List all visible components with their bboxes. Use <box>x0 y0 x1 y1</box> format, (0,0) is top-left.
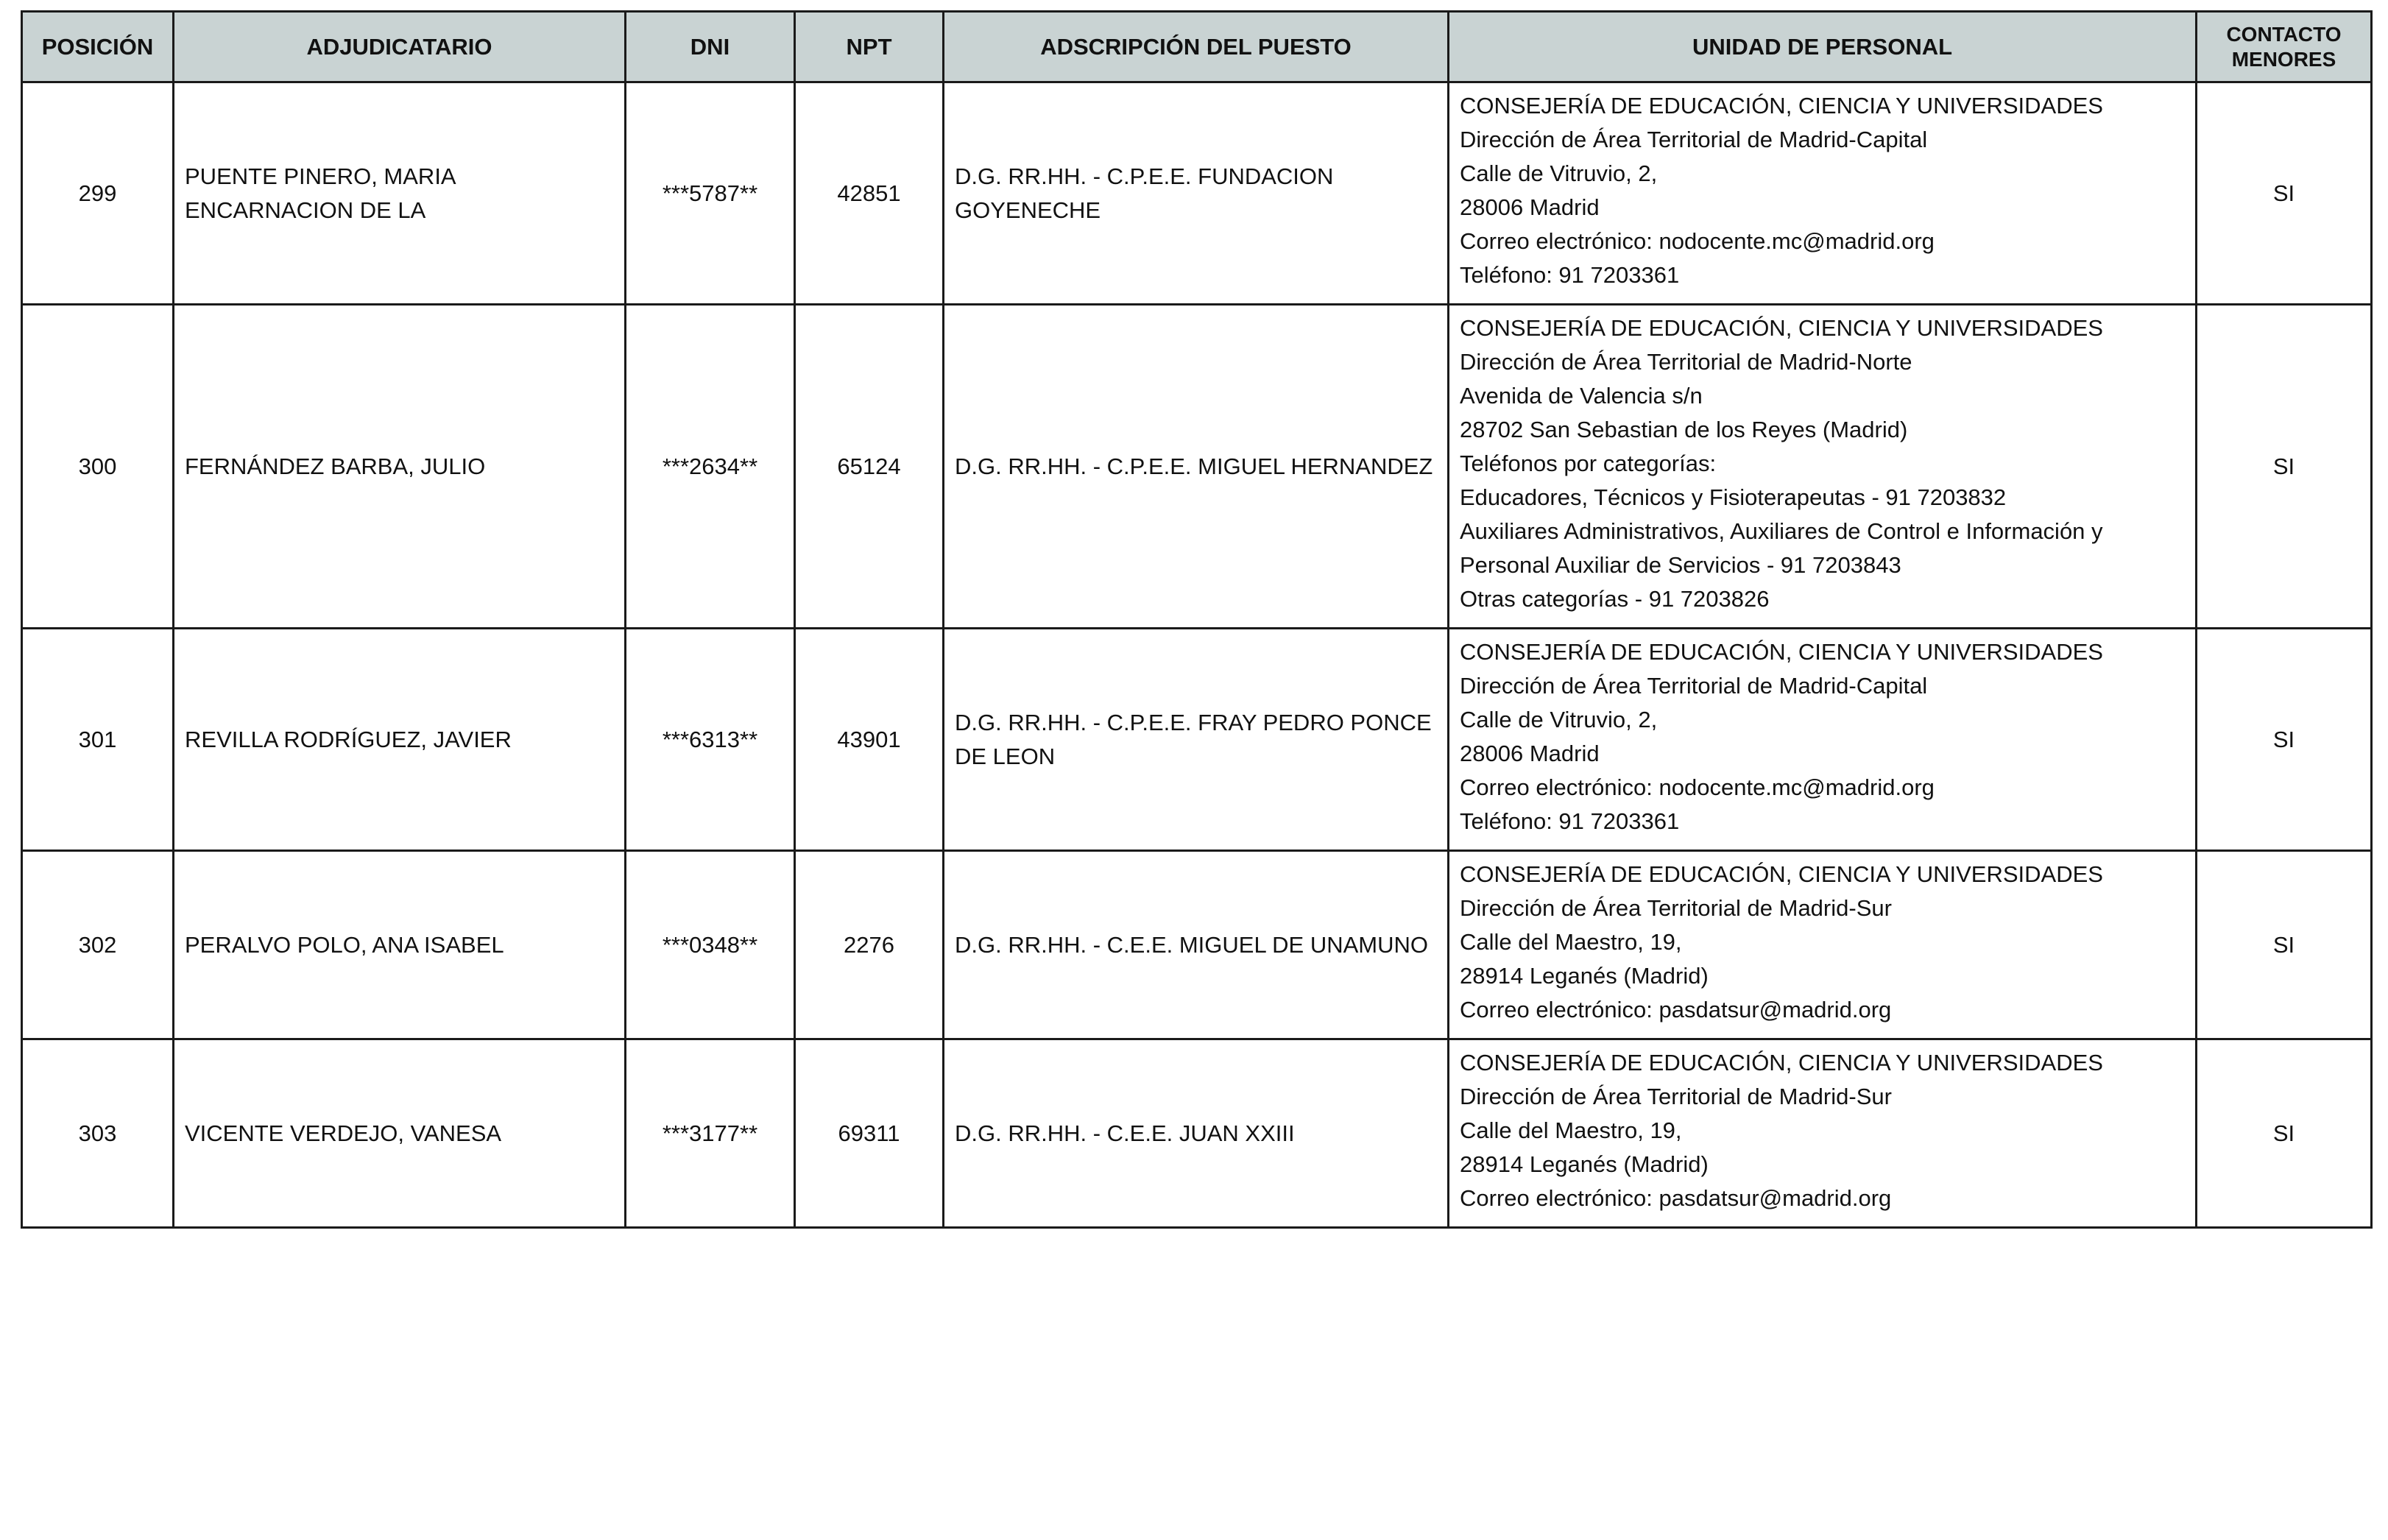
unidad-line: 28006 Madrid <box>1460 741 1600 766</box>
cell-unidad <box>1449 305 2197 629</box>
unidad-line: Calle de Vitruvio, 2, <box>1460 160 1658 186</box>
cell-contacto-menores: SI <box>2197 851 2372 1039</box>
unidad-line: Dirección de Área Territorial de Madrid-Capital <box>1460 673 1928 699</box>
cell-adscripcion: D.G. RR.HH. - C.E.E. MIGUEL DE UNAMUNO <box>944 851 1449 1039</box>
unidad-line: Calle del Maestro, 19, <box>1460 1117 1682 1143</box>
unidad-line: Dirección de Área Territorial de Madrid-Norte <box>1460 349 1912 375</box>
unidad-line: 28914 Leganés (Madrid) <box>1460 1151 1709 1177</box>
unidad-line: Auxiliares Administrativos, Auxiliares de Control e Información y <box>1460 518 2103 544</box>
cell-adjudicatario: REVILLA RODRÍGUEZ, JAVIER <box>174 629 626 851</box>
header-contacto-line2: MENORES <box>2231 47 2336 71</box>
cell-npt: 2276 <box>795 851 944 1039</box>
table-row <box>22 1039 2372 1228</box>
unidad-line: Dirección de Área Territorial de Madrid-Capital <box>1460 127 1928 152</box>
table-row <box>22 82 2372 305</box>
unidad-line: Personal Auxiliar de Servicios - 91 7203843 <box>1460 552 1901 578</box>
cell-contacto-menores: SI <box>2197 305 2372 629</box>
header-contacto-menores <box>2197 12 2372 82</box>
header-posicion: POSICIÓN <box>22 12 174 82</box>
cell-unidad <box>1449 851 2197 1039</box>
cell-npt: 69311 <box>795 1039 944 1228</box>
header-contacto-line1: CONTACTO <box>2226 22 2342 46</box>
cell-contacto-menores: SI <box>2197 629 2372 851</box>
cell-adscripcion: D.G. RR.HH. - C.P.E.E. FUNDACION GOYENECHE <box>944 82 1449 305</box>
unidad-line: Teléfono: 91 7203361 <box>1460 808 1680 834</box>
unidad-line: Dirección de Área Territorial de Madrid-Sur <box>1460 895 1892 921</box>
header-adscripcion: ADSCRIPCIÓN DEL PUESTO <box>944 12 1449 82</box>
cell-posicion: 303 <box>22 1039 174 1228</box>
cell-adjudicatario: FERNÁNDEZ BARBA, JULIO <box>174 305 626 629</box>
unidad-line: 28006 Madrid <box>1460 194 1600 220</box>
cell-adjudicatario: PERALVO POLO, ANA ISABEL <box>174 851 626 1039</box>
unidad-line: 28914 Leganés (Madrid) <box>1460 963 1709 989</box>
cell-dni: ***6313** <box>626 629 795 851</box>
adjudication-table <box>21 10 2373 1229</box>
unidad-line: CONSEJERÍA DE EDUCACIÓN, CIENCIA Y UNIVERSIDADES <box>1460 639 2103 665</box>
unidad-line: Dirección de Área Territorial de Madrid-Sur <box>1460 1084 1892 1109</box>
unidad-line: Calle del Maestro, 19, <box>1460 929 1682 955</box>
cell-npt: 42851 <box>795 82 944 305</box>
unidad-line: Correo electrónico: nodocente.mc@madrid.org <box>1460 228 1935 254</box>
unidad-line: Correo electrónico: nodocente.mc@madrid.org <box>1460 774 1935 800</box>
table-row <box>22 305 2372 629</box>
cell-contacto-menores: SI <box>2197 1039 2372 1228</box>
table-row <box>22 851 2372 1039</box>
header-adjudicatario: ADJUDICATARIO <box>174 12 626 82</box>
cell-dni: ***5787** <box>626 82 795 305</box>
header-unidad: UNIDAD DE PERSONAL <box>1449 12 2197 82</box>
unidad-line: Teléfono: 91 7203361 <box>1460 262 1680 288</box>
unidad-line: Educadores, Técnicos y Fisioterapeutas - 91 7203832 <box>1460 484 2007 510</box>
unidad-line: Avenida de Valencia s/n <box>1460 383 1703 409</box>
cell-adscripcion: D.G. RR.HH. - C.P.E.E. MIGUEL HERNANDEZ <box>944 305 1449 629</box>
unidad-line: Correo electrónico: pasdatsur@madrid.org <box>1460 1185 1892 1211</box>
cell-posicion: 299 <box>22 82 174 305</box>
unidad-line: Otras categorías - 91 7203826 <box>1460 586 1770 612</box>
cell-dni: ***2634** <box>626 305 795 629</box>
table-row <box>22 629 2372 851</box>
cell-adjudicatario: PUENTE PINERO, MARIA ENCARNACION DE LA <box>174 82 626 305</box>
cell-npt: 65124 <box>795 305 944 629</box>
cell-posicion: 301 <box>22 629 174 851</box>
cell-dni: ***3177** <box>626 1039 795 1228</box>
header-row <box>22 12 2372 82</box>
unidad-line: Correo electrónico: pasdatsur@madrid.org <box>1460 997 1892 1022</box>
cell-unidad <box>1449 629 2197 851</box>
unidad-line: 28702 San Sebastian de los Reyes (Madrid) <box>1460 417 1908 442</box>
cell-adscripcion: D.G. RR.HH. - C.P.E.E. FRAY PEDRO PONCE DE LEON <box>944 629 1449 851</box>
cell-adscripcion: D.G. RR.HH. - C.E.E. JUAN XXIII <box>944 1039 1449 1228</box>
cell-posicion: 300 <box>22 305 174 629</box>
cell-contacto-menores: SI <box>2197 82 2372 305</box>
cell-adjudicatario: VICENTE VERDEJO, VANESA <box>174 1039 626 1228</box>
cell-unidad <box>1449 82 2197 305</box>
cell-dni: ***0348** <box>626 851 795 1039</box>
unidad-line: Teléfonos por categorías: <box>1460 451 1717 476</box>
unidad-line: CONSEJERÍA DE EDUCACIÓN, CIENCIA Y UNIVERSIDADES <box>1460 93 2103 119</box>
header-dni: DNI <box>626 12 795 82</box>
unidad-line: CONSEJERÍA DE EDUCACIÓN, CIENCIA Y UNIVERSIDADES <box>1460 315 2103 341</box>
unidad-line: CONSEJERÍA DE EDUCACIÓN, CIENCIA Y UNIVERSIDADES <box>1460 1050 2103 1075</box>
unidad-line: Calle de Vitruvio, 2, <box>1460 707 1658 732</box>
cell-npt: 43901 <box>795 629 944 851</box>
header-npt: NPT <box>795 12 944 82</box>
cell-unidad <box>1449 1039 2197 1228</box>
unidad-line: CONSEJERÍA DE EDUCACIÓN, CIENCIA Y UNIVERSIDADES <box>1460 861 2103 887</box>
cell-posicion: 302 <box>22 851 174 1039</box>
